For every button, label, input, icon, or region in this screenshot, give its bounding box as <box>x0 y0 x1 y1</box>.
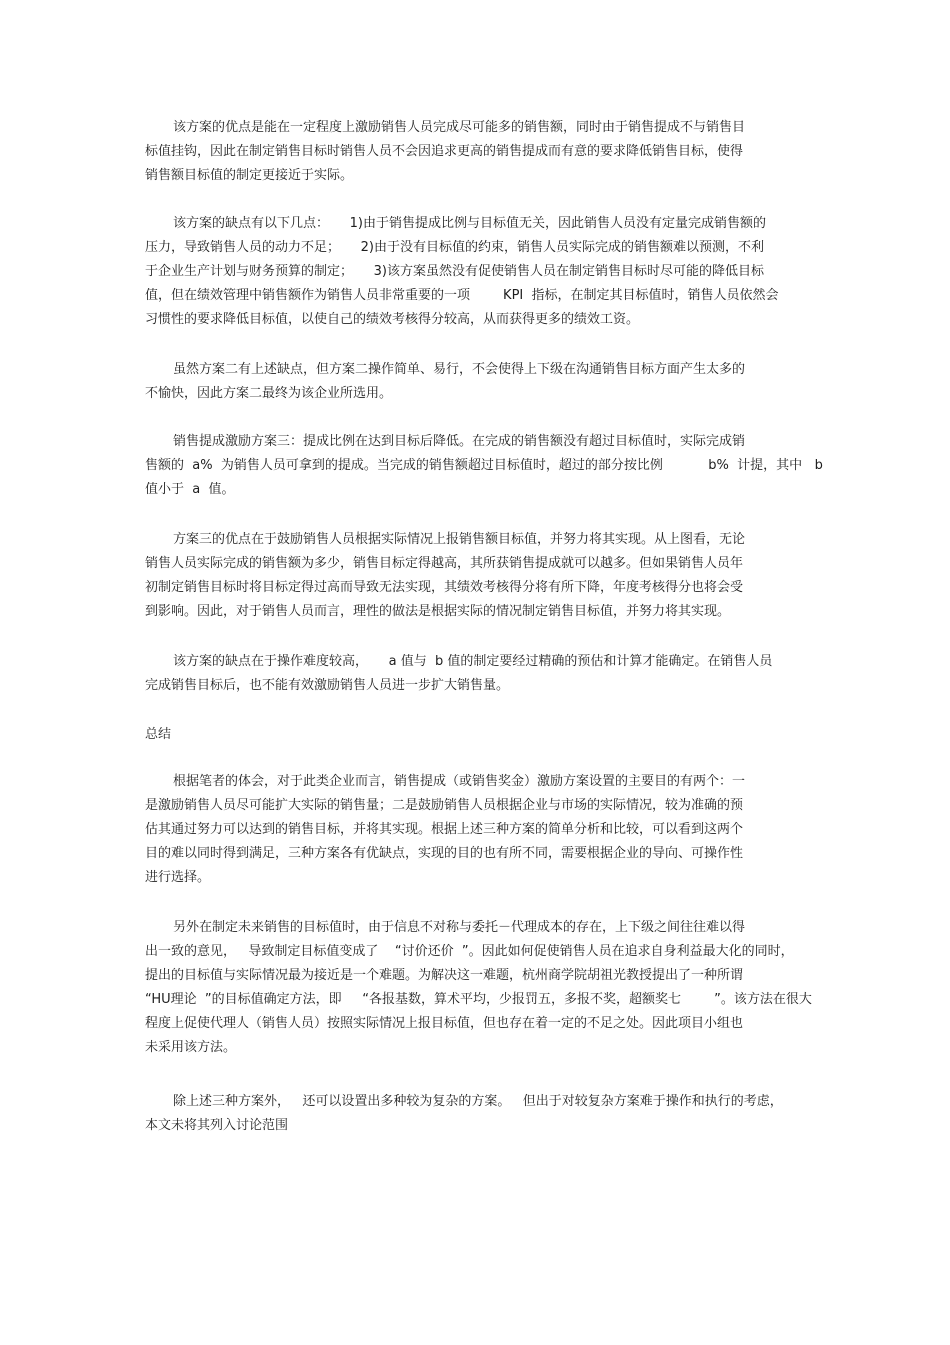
text-line: 完成销售目标后，也不能有效激励销售人员进一步扩大销售量。 <box>145 678 510 693</box>
text-line: 根据笔者的体会，对于此类企业而言，销售提成（或销售奖金）激励方案设置的主要目的有两个：一 <box>173 774 746 789</box>
text-line: 另外在制定未来销售的目标值时，由于信息不对称与委托－代理成本的存在，上下级之间往往难以得 <box>173 920 746 935</box>
text-line: 销售额目标值的制定更接近于实际。 <box>145 168 354 183</box>
text-line: “HU理论 ”的目标值确定方法，即 “各报基数，算术平均，少报罚五，多报不奖，超额奖七 ”。该方法在很大 <box>145 992 812 1007</box>
paragraph-cons <box>145 212 825 332</box>
paragraph-target-setting <box>145 916 825 1060</box>
section-heading: 总结 <box>145 727 172 742</box>
text-line: 除上述三种方案外， 还可以设置出多种较为复杂的方案。 但出于对较复杂方案难于操作和执行的考虑， <box>173 1094 783 1109</box>
paragraph-plan-two-choice <box>145 358 825 406</box>
text-line: 压力，导致销售人员的动力不足； 2)由于没有目标值的约束，销售人员实际完成的销售额难以预测，不利 <box>145 240 765 255</box>
text-line: 该方案的缺点有以下几点： 1)由于销售提成比例与目标值无关，因此销售人员没有定量完成销售额的 <box>173 216 767 231</box>
text-line: 于企业生产计划与财务预算的制定； 3)该方案虽然没有促使销售人员在制定销售目标时尽可能的降低目标 <box>145 264 765 279</box>
text-line: 值，但在绩效管理中销售额作为销售人员非常重要的一项 KPI 指标，在制定其目标值时，销售人员依然会 <box>145 288 779 303</box>
text-line: 方案三的优点在于鼓励销售人员根据实际情况上报销售额目标值，并努力将其实现。从上图看，无论 <box>173 532 746 547</box>
text-line: 目的难以同时得到满足，三种方案各有优缺点，实现的目的也有所不同，需要根据企业的导向、可操作性 <box>145 846 744 861</box>
text-line: 标值挂钩，因此在制定销售目标时销售人员不会因追求更高的销售提成而有意的要求降低销售目标，使得 <box>145 144 744 159</box>
text-line: 虽然方案二有上述缺点，但方案二操作简单、易行，不会使得上下级在沟通销售目标方面产生太多的 <box>173 362 746 377</box>
text-line: 进行选择。 <box>145 870 211 885</box>
text-line: 初制定销售目标时将目标定得过高而导致无法实现，其绩效考核得分将有所下降，年度考核得分也将会受 <box>145 580 744 595</box>
text-line: 该方案的优点是能在一定程度上激励销售人员完成尽可能多的销售额，同时由于销售提成不与销售目 <box>173 120 746 135</box>
text-line: 提出的目标值与实际情况最为接近是一个难题。为解决这一难题，杭州商学院胡祖光教授提出了一种所谓 <box>145 968 744 983</box>
text-line: 未采用该方法。 <box>145 1040 237 1055</box>
paragraph-pros <box>145 116 825 188</box>
paragraph-plan-three <box>145 430 825 502</box>
text-line: 估其通过努力可以达到的销售目标，并将其实现。根据上述三种方案的简单分析和比较，可以看到这两个 <box>145 822 744 837</box>
text-line: 值小于 a 值。 <box>145 482 235 497</box>
paragraph-conclusion <box>145 1090 825 1138</box>
paragraph-summary <box>145 770 825 890</box>
text-line: 是激励销售人员尽可能扩大实际的销售量；二是鼓励销售人员根据企业与市场的实际情况，较为准确的预 <box>145 798 744 813</box>
text-line: 售额的 a% 为销售人员可拿到的提成。当完成的销售额超过目标值时，超过的部分按比例 b% 计提，其中 b <box>145 458 823 473</box>
text-line: 该方案的缺点在于操作难度较高， a 值与 b 值的制定要经过精确的预估和计算才能确定。在销售人员 <box>173 654 773 669</box>
text-line: 程度上促使代理人（销售人员）按照实际情况上报目标值，但也存在着一定的不足之处。因此项目小组也 <box>145 1016 744 1031</box>
text-line: 到影响。因此，对于销售人员而言，理性的做法是根据实际的情况制定销售目标值，并努力将其实现。 <box>145 604 731 619</box>
paragraph-plan-three-pros <box>145 528 825 624</box>
text-line: 出一致的意见， 导致制定目标值变成了 “讨价还价 ”。因此如何促使销售人员在追求自身利益最大化的同时， <box>145 944 794 959</box>
text-line: 习惯性的要求降低目标值，以使自己的绩效考核得分较高，从而获得更多的绩效工资。 <box>145 312 640 327</box>
text-line: 销售人员实际完成的销售额为多少，销售目标定得越高，其所获销售提成就可以越多。但如果销售人员年 <box>145 556 744 571</box>
text-line: 本文未将其列入讨论范围 <box>145 1118 289 1133</box>
text-line: 销售提成激励方案三：提成比例在达到目标后降低。在完成的销售额没有超过目标值时，实际完成销 <box>173 434 746 449</box>
paragraph-plan-three-cons <box>145 650 825 698</box>
text-line: 不愉快，因此方案二最终为该企业所选用。 <box>145 386 393 401</box>
